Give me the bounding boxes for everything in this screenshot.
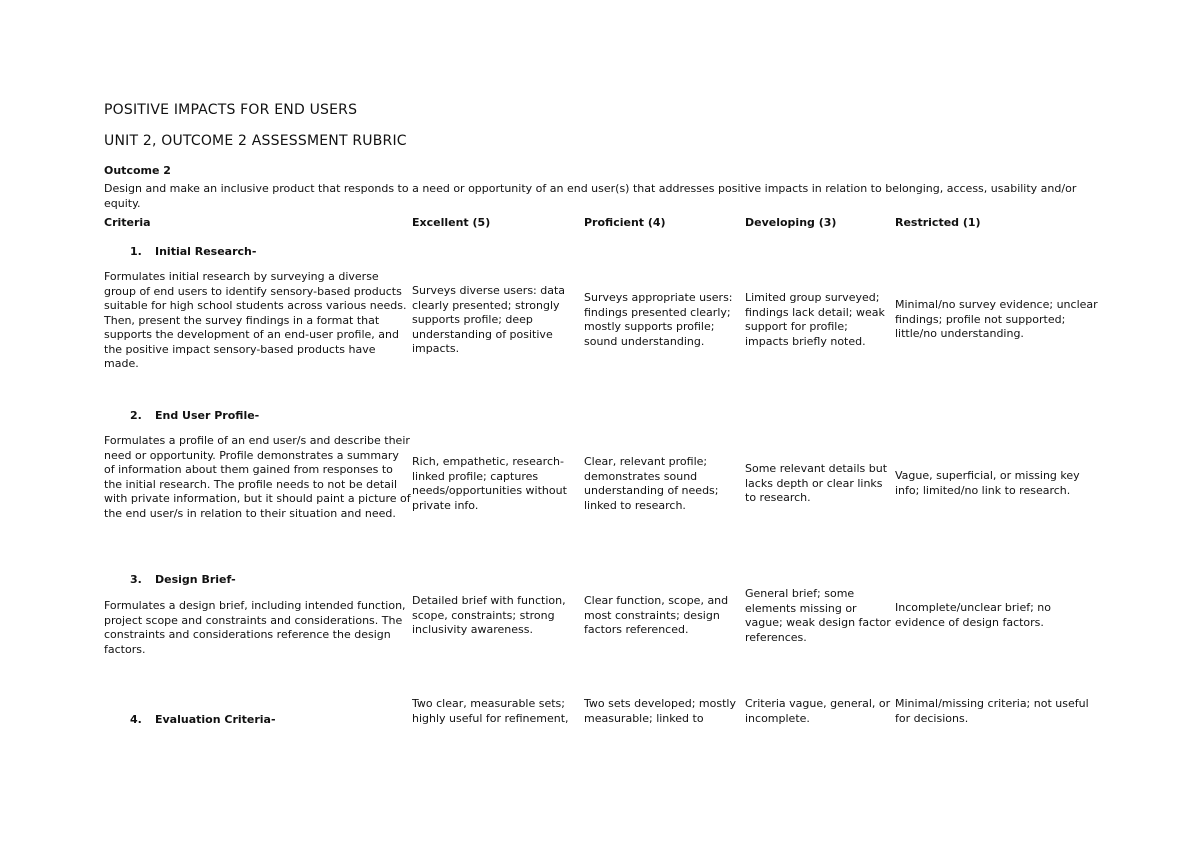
header-developing: Developing (3) (745, 216, 837, 229)
cell-proficient: Surveys appropriate users: findings presented clearly; mostly supports profile; sound understanding. (584, 291, 733, 348)
criterion-name: Design Brief- (155, 573, 236, 586)
cell-developing: Some relevant details but lacks depth or clear links to research. (745, 462, 888, 504)
cell-developing: Criteria vague, general, or incomplete. (745, 697, 891, 725)
header-excellent: Excellent (5) (412, 216, 491, 229)
cell-excellent: Detailed brief with function, scope, constraints; strong inclusivity awareness. (412, 594, 566, 636)
criterion-description: Formulates initial research by surveying a diverse group of end users to identify sensory-based products suitable for high school students across various needs. Then, present the survey findings in a format that supports the development of an end-user profile, and the positive impact sensory-based products have made. (104, 270, 407, 370)
criterion-name: End User Profile- (155, 409, 260, 422)
cell-restricted: Incomplete/unclear brief; no evidence of design factors. (895, 601, 1051, 629)
document-subtitle: UNIT 2, OUTCOME 2 ASSESSMENT RUBRIC (104, 133, 407, 149)
header-restricted: Restricted (1) (895, 216, 981, 229)
criterion-number: 2. (130, 409, 142, 422)
header-criteria: Criteria (104, 216, 151, 229)
cell-restricted: Minimal/missing criteria; not useful for decisions. (895, 697, 1089, 725)
criterion-number: 4. (130, 713, 142, 726)
cell-proficient: Clear, relevant profile; demonstrates sound understanding of needs; linked to research. (584, 455, 719, 512)
criterion-title (130, 409, 259, 422)
cell-restricted: Vague, superficial, or missing key info; limited/no link to research. (895, 469, 1080, 497)
criterion-number: 1. (130, 245, 142, 258)
outcome-description: Design and make an inclusive product that responds to a need or opportunity of an end user(s) that addresses positive impacts in relation to belonging, access, usability and/or equity. (104, 182, 1077, 210)
header-proficient: Proficient (4) (584, 216, 666, 229)
cell-proficient: Clear function, scope, and most constraints; design factors referenced. (584, 594, 729, 636)
cell-proficient: Two sets developed; mostly measurable; linked to (584, 697, 736, 725)
criterion-number: 3. (130, 573, 142, 586)
cell-developing: Limited group surveyed; findings lack detail; weak support for profile; impacts briefly noted. (745, 291, 885, 348)
criterion-name: Initial Research- (155, 245, 257, 258)
criterion-description: Formulates a design brief, including intended function, project scope and constraints and considerations. The constraints and considerations reference the design factors. (104, 599, 406, 656)
outcome-label: Outcome 2 (104, 164, 171, 177)
cell-excellent: Two clear, measurable sets; highly useful for refinement, (412, 697, 569, 725)
document-title: POSITIVE IMPACTS FOR END USERS (104, 102, 358, 118)
cell-excellent: Surveys diverse users: data clearly presented; strongly supports profile; deep understanding of positive impacts. (412, 284, 566, 355)
cell-excellent: Rich, empathetic, research-linked profile; captures needs/opportunities without private info. (412, 455, 567, 512)
criterion-title (130, 713, 276, 726)
criterion-description: Formulates a profile of an end user/s and describe their need or opportunity. Profile demonstrates a summary of information about them gained from responses to the initial research. The profile needs to not be detail with private information, but it should paint a picture of the end user/s in relation to their situation and need. (104, 434, 411, 520)
criterion-name: Evaluation Criteria- (155, 713, 276, 726)
criterion-title (130, 573, 236, 586)
criterion-title (130, 245, 256, 258)
cell-developing: General brief; some elements missing or vague; weak design factor references. (745, 587, 891, 644)
cell-restricted: Minimal/no survey evidence; unclear findings; profile not supported; little/no understanding. (895, 298, 1098, 340)
